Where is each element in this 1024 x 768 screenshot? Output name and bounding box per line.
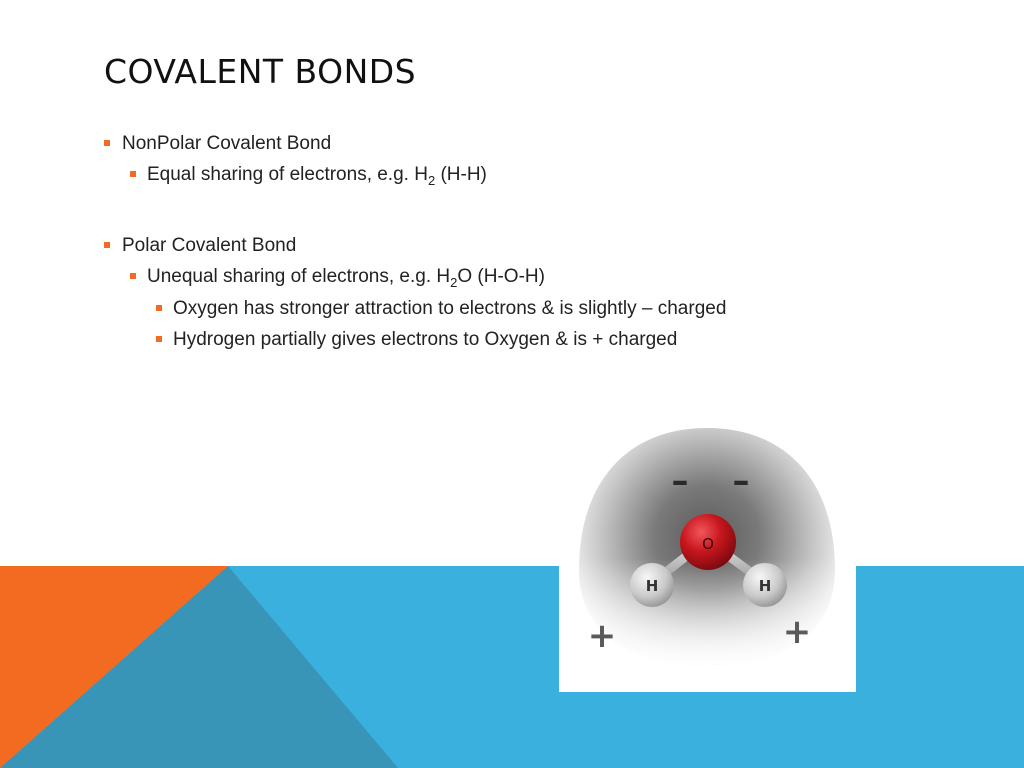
- bullet-marker: [104, 140, 110, 146]
- bullet-marker: [130, 171, 136, 177]
- subscript: 2: [427, 173, 436, 188]
- hydrogen-right-label: H: [758, 577, 772, 595]
- bullet-marker: [156, 305, 162, 311]
- bullet-nonpolar: [104, 128, 984, 159]
- hydrogen-atom-left: [630, 563, 674, 607]
- hydrogen-left-label: H: [645, 577, 659, 595]
- subscript: 2: [450, 275, 458, 290]
- plus-sign-right: +: [782, 612, 812, 652]
- bullet-nonpolar-detail-suffix: (H-H): [435, 164, 487, 185]
- slide-title: COVALENT BONDS: [104, 52, 417, 91]
- bullet-oxygen-detail-text: Oxygen has stronger attraction to electrons & is slightly – charged: [173, 298, 727, 319]
- bullet-polar: [104, 230, 984, 261]
- oxygen-atom: [680, 514, 736, 570]
- oxygen-label: O: [702, 535, 714, 553]
- bullet-marker: [104, 242, 110, 248]
- minus-sign-right: –: [732, 461, 750, 501]
- hydrogen-atom-right: [743, 563, 787, 607]
- bullet-nonpolar-detail: [104, 159, 984, 191]
- bullet-polar-detail-suffix: O (H-O-H): [457, 266, 545, 287]
- spacer: [104, 191, 984, 230]
- bullet-hydrogen-detail-text: Hydrogen partially gives electrons to Oxygen & is + charged: [173, 329, 678, 350]
- bullet-hydrogen-detail: [104, 324, 984, 355]
- bullet-marker: [130, 273, 136, 279]
- water-molecule-diagram: [559, 420, 856, 692]
- bullet-polar-detail-text: Unequal sharing of electrons, e.g. H: [147, 266, 451, 287]
- bullet-nonpolar-detail-text: Equal sharing of electrons, e.g. H: [147, 164, 428, 185]
- water-molecule-figure: [559, 420, 856, 692]
- bullet-oxygen-detail: [104, 293, 984, 324]
- bullet-nonpolar-text: NonPolar Covalent Bond: [122, 133, 332, 154]
- plus-sign-left: +: [587, 616, 617, 656]
- bullet-polar-text: Polar Covalent Bond: [122, 235, 297, 256]
- bullet-polar-detail: [104, 261, 984, 293]
- bullet-marker: [156, 336, 162, 342]
- bullet-list: [104, 128, 984, 355]
- minus-sign-left: –: [671, 461, 689, 501]
